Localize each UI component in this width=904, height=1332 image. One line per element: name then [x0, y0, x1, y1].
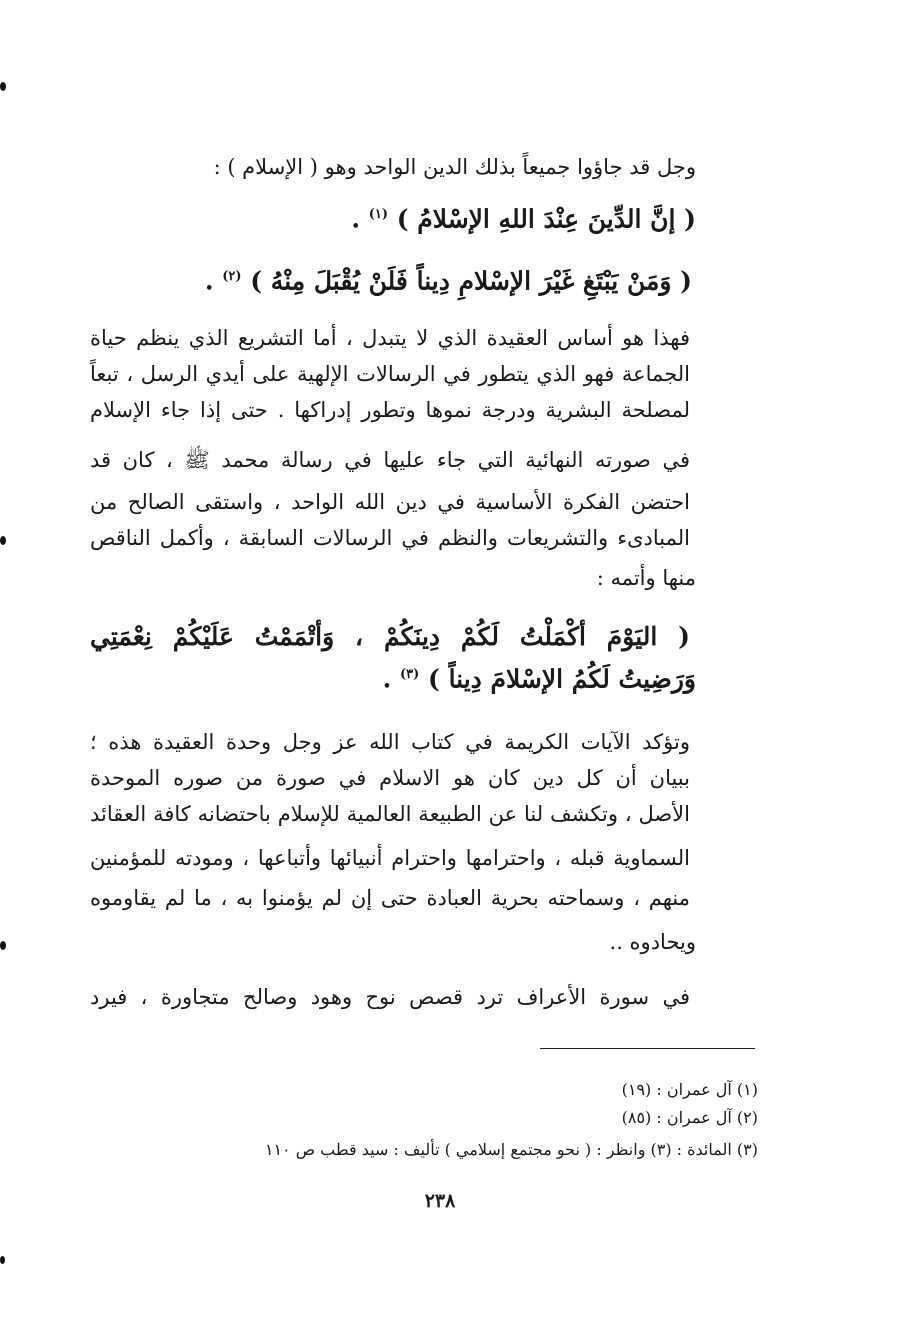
- footnote-2: (٢) آل عمران : (٨٥): [621, 1108, 758, 1127]
- verse-3-line-2: [383, 660, 696, 694]
- verse-3-text: وَرَضِيتُ لَكُمُ الإسْلامَ دِيناً ): [428, 664, 696, 694]
- scan-mark: [0, 536, 6, 545]
- scan-mark: [0, 941, 6, 950]
- verse-3-period: .: [382, 664, 392, 694]
- verse-1-text: ( إنَّ الدِّينَ عِنْدَ اللهِ الإسْلامُ ): [396, 204, 696, 234]
- verse-3-ref: (٣): [400, 667, 420, 682]
- paragraph-1-line: في صورته النهائية التي جاء عليها في رسالة محمد ﷺ ، كان قد: [90, 448, 690, 472]
- paragraph-3-line: في سورة الأعراف ترد قصص نوح وهود وصالح متجاورة ، فيرد: [90, 985, 690, 1009]
- paragraph-2-line: ويحادوه ..: [609, 930, 696, 954]
- verse-2-period: .: [204, 266, 214, 296]
- verse-1: [351, 200, 696, 234]
- paragraph-2-line: السماوية قبله ، واحترامها واحترام أنبيائها وأتباعها ، ومودته للمؤمنين: [90, 846, 690, 870]
- verse-2-text: ( وَمَنْ يَبْتَغِ غَيْرَ الإسْلامِ دِيناً فَلَنْ يُقْبَلَ مِنْهُ ): [250, 266, 692, 296]
- paragraph-1-line: الجماعة فهو الذي يتطور في الرسالات الإلهية على أيدي الرسل ، تبعاً: [90, 362, 690, 386]
- verse-1-ref: (١): [368, 207, 389, 222]
- page-number: ٢٣٨: [424, 1190, 456, 1212]
- scan-mark: [0, 82, 6, 91]
- paragraph-2-line: الأصل ، وتكشف لنا عن الطبيعة العالمية للإسلام باحتضانه كافة العقائد: [90, 802, 690, 826]
- paragraph-1-line: منها وأتمه :: [596, 566, 696, 590]
- verse-3-line-1: ( اليَوْمَ أكْمَلْتُ لَكُمْ دِينَكُمْ ، وَأتْمَمْتُ عَلَيْكُمْ نِعْمَتِي: [90, 622, 690, 651]
- paragraph-1-line: احتضن الفكرة الأساسية في دين الله الواحد ، واستقى الصالح من: [90, 490, 690, 514]
- paragraph-1-line: المبادىء والتشريعات والنظم في الرسالات السابقة ، وأكمل الناقص: [90, 526, 690, 550]
- paragraph-1-line: فهذا هو أساس العقيدة الذي لا يتبدل ، أما التشريع الذي ينظم حياة: [90, 326, 690, 350]
- paragraph-1-line: لمصلحة البشرية ودرجة نموها وتطور إدراكها . حتى إذا جاء الإسلام: [90, 398, 690, 422]
- paragraph-2-line: منهم ، وسماحته بحرية العبادة حتى إن لم يؤمنوا به ، ما لم يقاوموه: [90, 886, 690, 910]
- verse-2: [205, 262, 692, 296]
- paragraph-2-line: ببيان أن كل دين كان هو الاسلام في صورة من صوره الموحدة: [90, 766, 690, 790]
- scan-mark: [0, 1256, 5, 1264]
- intro-line: وجل قد جاؤوا جميعاً بذلك الدين الواحد وهو ( الإسلام ) :: [213, 155, 696, 179]
- footnote-1: (١) آل عمران : (١٩): [621, 1080, 758, 1099]
- footnote-3: (٣) المائدة : (٣) وانظر : ( نحو مجتمع إسلامي ) تأليف : سيد قطب ص ١١٠: [264, 1140, 758, 1159]
- verse-2-ref: (٢): [222, 269, 242, 284]
- verse-1-period: .: [351, 204, 361, 234]
- footnote-separator: [540, 1048, 755, 1049]
- paragraph-2-line: وتؤكد الآيات الكريمة في كتاب الله عز وجل وحدة العقيدة هذه ؛: [90, 730, 690, 754]
